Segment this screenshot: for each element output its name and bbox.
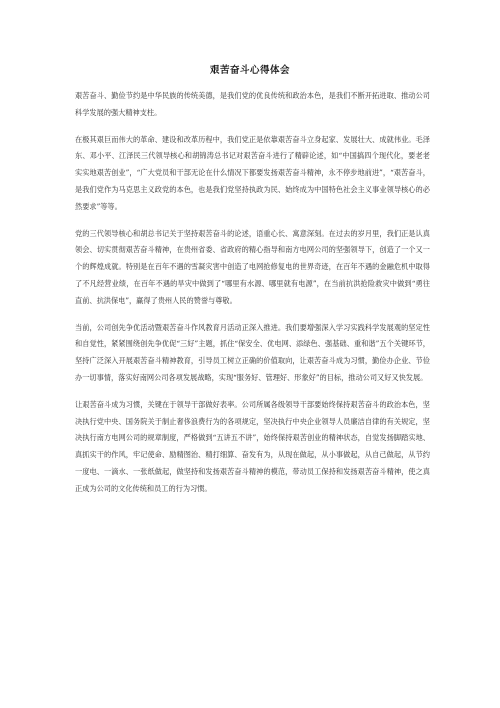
document-body bbox=[75, 88, 430, 508]
paragraph-2: 在极其艰巨而伟大的革命、建设和改革历程中，我们党正是依靠艰苦奋斗立身起家、发展壮大、成就伟业。毛泽东、邓小平、江泽民三代领导核心和胡锦涛总书记对艰苦奋斗进行了精辟论述，如“中国搞四个现代化，要老老实实地艰苦创业”，“广大党员和干部无论在什么情况下都要发扬艰苦奋斗精神，永不停步地前进”，“艰苦奋斗，是我们党作为马克思主义政党的本色，也是我们党坚持执政为民、始终成为中国特色社会主义事业领导核心的必然要求”等等。 bbox=[75, 134, 430, 211]
paragraph-5: 让艰苦奋斗成为习惯，关键在于领导干部做好表率。公司所属各级领导干部要始终保持艰苦奋斗的政治本色，坚决执行党中央、国务院关于制止奢侈浪费行为的各项规定，坚决执行中央企业领导人员廉洁自律的有关规定，坚决执行南方电网公司的规章制度，严格做到“五讲五不讲”，始终保持艰苦创业的精神状态，自觉发扬脚踏实地、真抓实干的作风，牢记使命、励精图治、精打细算、奋发有为，从现在做起，从小事做起，从自己做起，从节约一度电、一滴水、一张纸做起，做坚持和发扬艰苦奋斗精神的模范，带动员工保持和发扬艰苦奋斗精神，使之真正成为公司的文化传统和员工的行为习惯。 bbox=[75, 399, 430, 493]
paragraph-1: 艰苦奋斗、勤俭节约是中华民族的传统美德，是我们党的优良传统和政治本色，是我们不断开拓进取、推动公司科学发展的强大精神支柱。 bbox=[75, 91, 430, 117]
document-title: 艰苦奋斗心得体会 bbox=[209, 65, 290, 76]
paragraph-4: 当前，公司创先争优活动暨艰苦奋斗作风教育月活动正深入推进。我们要增强深入学习实践科学发展观的坚定性和自觉性，紧紧围绕创先争优促“三好”主题，抓住“保安全、优电网、添绿色、强基础、重和谐”五个关键环节，坚持广泛深入开展艰苦奋斗精神教育，引导员工树立正确的价值取向，让艰苦奋斗成为习惯，勤俭办企业、节俭办一切事情，落实好南网公司各项发展战略，实现“服务好、管理好、形象好”的目标，推动公司又好又快发展。 bbox=[75, 322, 430, 382]
paragraph-3: 党的三代领导核心和胡总书记关于坚持艰苦奋斗的论述，语重心长、寓意深刻。在过去的岁月里，我们正是认真领会、切实贯彻艰苦奋斗精神，在贵州省委、省政府的精心指导和南方电网公司的坚强领导下，创造了一个又一个的辉煌成就。特别是在百年不遇的雪凝灾害中创造了电网抢修复电的世界奇迹，在百年不遇的金融危机中取得了不凡经营业绩，在百年不遇的旱灾中做到了“哪里有水源、哪里就有电源”，在当前抗洪抢险救灾中做到“勇往直前、抗洪保电”，赢得了贵州人民的赞誉与尊敬。 bbox=[75, 228, 430, 305]
